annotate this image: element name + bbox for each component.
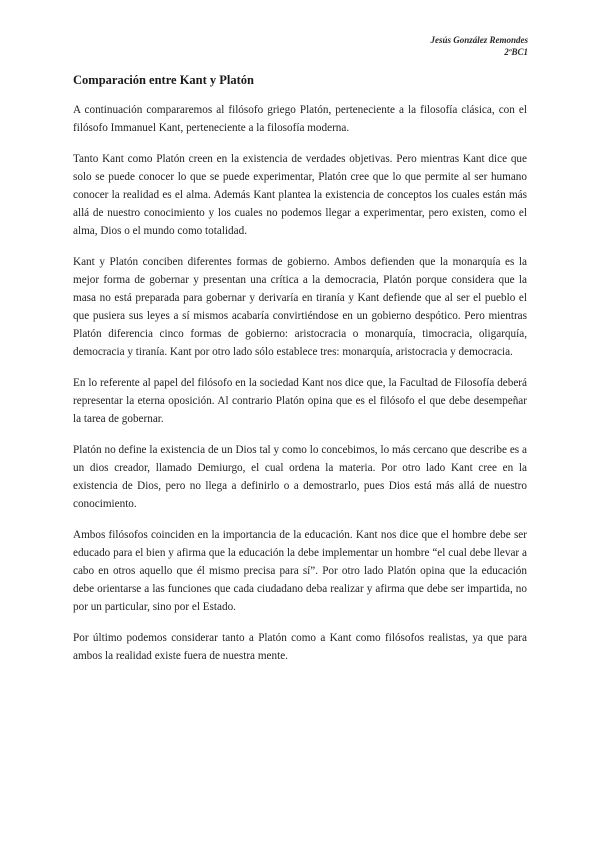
paragraph-government: Kant y Platón conciben diferentes formas de gobierno. Ambos defienden que la monarquía es la mejor forma de gobernar y presentan una crítica a la democracia, Platón porque considera que la masa no está preparada para gobernar y derivaría en tiranía y Kant defiende que al ser el pueblo el que pusiera sus leyes a sí mismos acabaría convirtiéndose en un gobierno despótico. Pero mientras Platón diferencia cinco formas de gobierno: aristocracia o monarquía, timocracia, oligarquía, democracia y tiranía. Kant por otro lado sólo establece tres: monarquía, aristocracia y democracia. <box>73 256 527 358</box>
course-label: 2ºBC1 <box>504 47 528 57</box>
paragraph-intro: A continuación compararemos al filósofo griego Platón, perteneciente a la filosofía clásica, con el filósofo Immanuel Kant, perteneciente a la filosofía moderna. <box>73 104 527 134</box>
paragraph-conclusion: Por último podemos considerar tanto a Platón como a Kant como filósofos realistas, ya que para ambos la realidad existe fuera de nuestra mente. <box>73 632 527 662</box>
document-title: Comparación entre Kant y Platón <box>73 73 255 87</box>
paragraph-god: Platón no define la existencia de un Dios tal y como lo concebimos, lo más cercano que describe es a un dios creador, llamado Demiurgo, el cual ordena la materia. Por otro lado Kant cree en la existencia de Dios, pero no llega a definirlo o a demostrarlo, pues Dios está más allá de nuestro conocimiento. <box>73 444 527 510</box>
paragraph-philosopher-role: En lo referente al papel del filósofo en la sociedad Kant nos dice que, la Facultad de Filosofía deberá representar la eterna oposición. Al contrario Platón opina que es el filósofo el que debe desempeñar la tarea de gobernar. <box>73 377 527 425</box>
paragraph-objective-truths: Tanto Kant como Platón creen en la existencia de verdades objetivas. Pero mientras Kant dice que solo se puede conocer lo que se puede experimentar, Platón cree que lo que permite al ser humano conocer la realidad es el alma. Además Kant plantea la existencia de conceptos los cuales están más allá de nuestro conocimiento y los cuales no podemos llegar a experimentar, pero existen, como el alma, Dios o el mundo como totalidad. <box>73 153 527 237</box>
document-header <box>430 34 528 58</box>
author-name: Jesús González Remondes <box>430 35 528 45</box>
paragraph-education: Ambos filósofos coinciden en la importancia de la educación. Kant nos dice que el hombre debe ser educado para el bien y afirma que la educación la debe implementar un hombre “el cual debe llevar a cabo en otros aquello que él mismo precisa para sí”. Por otro lado Platón opina que la educación debe orientarse a las funciones que cada ciudadano deba realizar y afirma que debe ser impartida, no por un particular, sino por el Estado. <box>73 529 527 613</box>
document-body <box>73 72 527 678</box>
